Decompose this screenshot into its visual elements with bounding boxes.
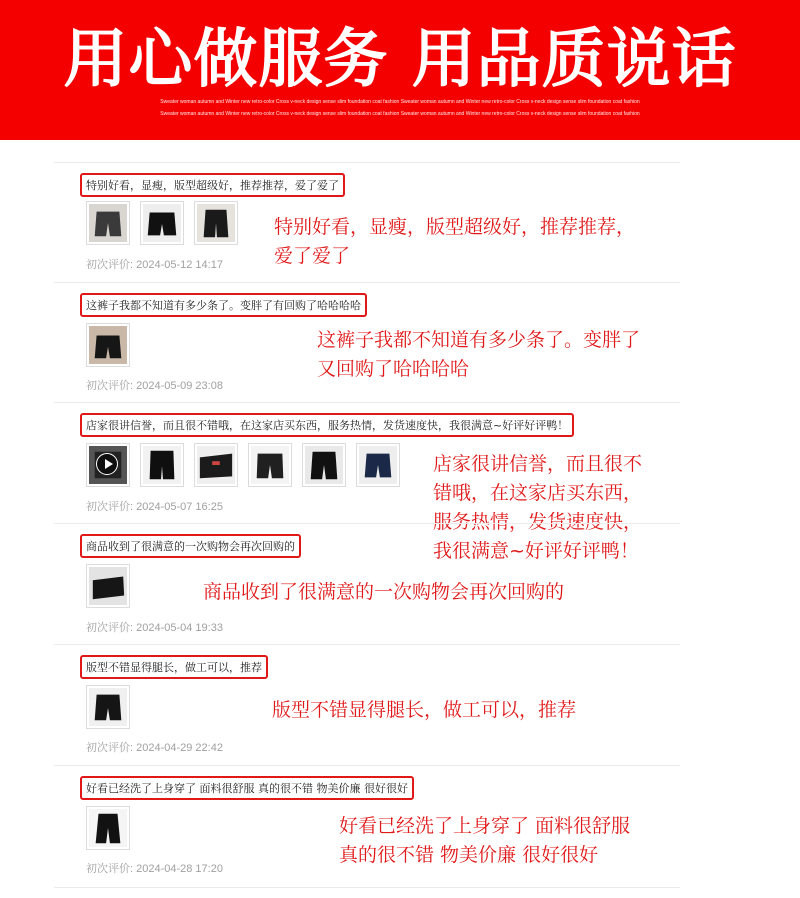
review-annotation [203, 578, 564, 607]
annotation-line: 又回购了哈哈哈哈 [317, 358, 470, 380]
review-video-thumbnail[interactable] [86, 443, 130, 487]
review-photos [86, 685, 130, 729]
annotation-line: 真的很不错 物美价廉 很好很好 [339, 844, 599, 866]
review-photo-thumbnail[interactable] [302, 443, 346, 487]
annotation-line: 这裤子我都不知道有多少条了。变胖了 [317, 329, 641, 351]
review-item [54, 162, 680, 283]
review-date: 初次评价: 2024-05-09 23:08 [86, 380, 223, 392]
review-photo-thumbnail[interactable] [86, 685, 130, 729]
annotation-line: 错哦，在这家店买东西， [433, 482, 643, 504]
review-text: 店家很讲信誉，而且很不错哦，在这家店买东西，服务热情，发货速度快，我很满意~好评好评鸭！ [80, 413, 574, 437]
annotation-line: 店家很讲信誉，而且很不 [433, 453, 643, 475]
review-photo-thumbnail[interactable] [356, 443, 400, 487]
review-annotation [272, 696, 576, 725]
review-item [54, 765, 680, 888]
review-text: 这裤子我都不知道有多少条了。变胖了有回购了哈哈哈哈 [80, 293, 367, 317]
review-photo-thumbnail[interactable] [248, 443, 292, 487]
divider [54, 887, 680, 888]
review-photo-thumbnail[interactable] [86, 201, 130, 245]
review-photos [86, 564, 130, 608]
review-photos [86, 806, 130, 850]
annotation-line: 版型不错显得腿长，做工可以，推荐 [272, 699, 577, 721]
review-photo-thumbnail[interactable] [86, 564, 130, 608]
review-text: 商品收到了很满意的一次购物会再次回购的 [80, 534, 301, 558]
annotation-line: 特别好看，显瘦，版型超级好，推荐推荐， [274, 216, 636, 238]
review-text: 特别好看，显瘦，版型超级好，推荐推荐，爱了爱了 [80, 173, 345, 197]
review-date: 初次评价: 2024-05-04 19:33 [86, 622, 223, 634]
review-item [54, 523, 680, 645]
review-photo-thumbnail[interactable] [194, 201, 238, 245]
review-photo-thumbnail[interactable] [86, 323, 130, 367]
review-photo-thumbnail[interactable] [86, 806, 130, 850]
banner-subtitle: Sweater woman autumn and Winter new retro-color Cross v-neck design sense slim foundation coat fashion Sweater woman autumn and Winter new retro-color Cross v-neck design sense slim foundation coat fashion [160, 111, 640, 117]
review-date: 初次评价: 2024-05-07 16:25 [86, 501, 223, 513]
play-icon [96, 453, 118, 475]
promo-banner [0, 0, 800, 140]
review-photos [86, 443, 400, 487]
review-item [54, 282, 680, 403]
review-text: 版型不错显得腿长，做工可以，推荐 [80, 655, 268, 679]
review-annotation [317, 326, 640, 384]
review-photos [86, 323, 130, 367]
review-photo-thumbnail[interactable] [140, 201, 184, 245]
review-text: 好看已经洗了上身穿了 面料很舒服 真的很不错 物美价廉 很好很好 [80, 776, 414, 800]
annotation-line: 我很满意~好评好评鸭！ [433, 540, 639, 562]
annotation-line: 服务热情，发货速度快， [433, 511, 643, 533]
review-photos [86, 201, 238, 245]
review-date: 初次评价: 2024-05-12 14:17 [86, 259, 223, 271]
banner-title: 用心做服务 用品质说话 [63, 23, 737, 97]
review-annotation [274, 213, 635, 271]
review-annotation [339, 812, 630, 870]
review-photo-thumbnail[interactable] [194, 443, 238, 487]
review-date: 初次评价: 2024-04-28 17:20 [86, 863, 223, 875]
review-date: 初次评价: 2024-04-29 22:42 [86, 742, 223, 754]
annotation-line: 好看已经洗了上身穿了 面料很舒服 [339, 815, 631, 837]
banner-subtitle: Sweater woman autumn and Winter new retro-color Cross v-neck design sense slim foundation coat fashion Sweater woman autumn and Winter new retro-color Cross v-neck design sense slim foundation coat fashion [160, 99, 640, 105]
review-item [54, 644, 680, 766]
annotation-line: 爱了爱了 [274, 245, 351, 267]
review-photo-thumbnail[interactable] [140, 443, 184, 487]
annotation-line: 商品收到了很满意的一次购物会再次回购的 [203, 581, 565, 603]
